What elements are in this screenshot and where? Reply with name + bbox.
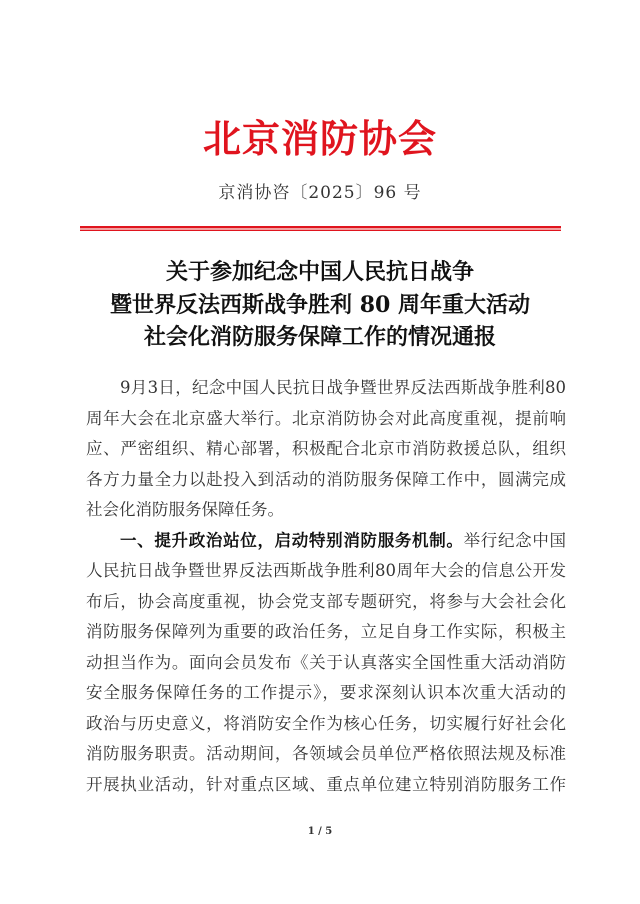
body-line: 动担当作为。面向会员发布《关于认真落实全国性重大活动消防 <box>86 652 566 672</box>
document-title <box>0 256 640 354</box>
body-text: 举行纪念中国 <box>463 530 567 550</box>
body-line: 人民抗日战争暨世界反法西斯战争胜利80周年大会的信息公开发 <box>86 561 566 580</box>
title-line: 暨世界反法西斯战争胜利 80 周年重大活动 <box>110 291 530 318</box>
body-line: 消防服务职责。活动期间，各领域会员单位严格依照法规及标准 <box>86 744 566 763</box>
body-line: 各方力量全力以赴投入到活动的消防服务保障工作中，圆满完成 <box>86 469 566 489</box>
document-number: 京消协咨〔2025〕96 号 <box>218 183 422 203</box>
body-line: 消防服务保障列为重要的政治任务，立足自身工作实际，积极主 <box>86 622 566 641</box>
document-body <box>86 373 566 800</box>
body-line: 布后，协会高度重视，协会党支部专题研究，将参与大会社会化 <box>86 591 566 611</box>
section-heading: 一、提升政治站位，启动特别消防服务机制。 <box>120 530 464 550</box>
body-line: 9月3日，纪念中国人民抗日战争暨世界反法西斯战争胜利80 <box>120 378 566 397</box>
organization-header: 北京消防协会 <box>202 116 437 161</box>
red-divider-thin <box>80 230 561 231</box>
title-line: 社会化消防服务保障工作的情况通报 <box>143 324 496 350</box>
page-number: 1 / 5 <box>307 826 333 837</box>
body-line: 开展执业活动，针对重点区域、重点单位建立特别消防服务工作 <box>86 774 566 794</box>
section-heading-line <box>86 526 566 557</box>
body-line: 安全服务保障任务的工作提示》，要求深刻认识本次重大活动的 <box>86 683 566 702</box>
title-line: 关于参加纪念中国人民抗日战争 <box>165 259 474 285</box>
body-line: 应、严密组织、精心部署，积极配合北京市消防救援总队，组织 <box>86 439 566 458</box>
body-line: 政治与历史意义，将消防安全作为核心任务，切实履行好社会化 <box>86 713 566 733</box>
body-line: 社会化消防服务保障任务。 <box>86 500 284 519</box>
body-line: 周年大会在北京盛大举行。北京消防协会对此高度重视，提前响 <box>86 408 566 428</box>
